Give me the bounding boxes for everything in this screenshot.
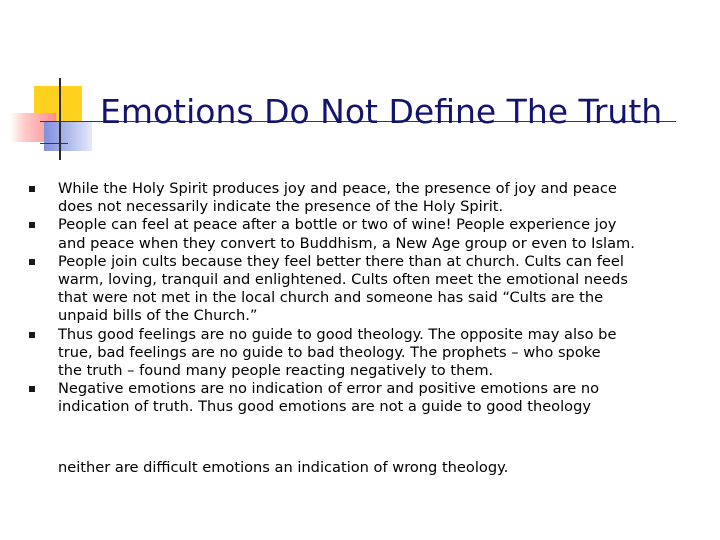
bullet-list xyxy=(58,180,704,417)
bullet-square-icon xyxy=(29,332,35,338)
bullet-line: and peace when they convert to Buddhism, a New Age group or even to Islam. xyxy=(58,234,635,252)
decorative-vertical-line xyxy=(59,78,61,160)
bullet-line: While the Holy Spirit produces joy and peace, the presence of joy and peace xyxy=(58,180,617,197)
bullet-item-3 xyxy=(58,253,704,326)
bullet-square-icon xyxy=(29,186,35,192)
bullet-item-2 xyxy=(58,216,704,252)
bullet-line: indication of truth. Thus good emotions are not a guide to good theology xyxy=(58,398,591,416)
bullet-line: Negative emotions are no indication of error and positive emotions are no xyxy=(58,380,600,398)
bullet-line: People join cults because they feel better there than at church. Cults can feel xyxy=(58,252,624,270)
bullet-line: unpaid bills of the Church.” xyxy=(58,307,258,325)
bullet-square-icon xyxy=(29,222,35,228)
bullet-square-icon xyxy=(29,259,35,265)
bullet-item-4 xyxy=(58,326,704,381)
bullet-line: that were not met in the local church and someone has said “Cults are the xyxy=(58,289,604,307)
bullet-line: Thus good feelings are no guide to good theology. The opposite may also be xyxy=(58,325,617,343)
bullet-line: the truth – found many people reacting negatively to them. xyxy=(58,362,494,380)
bullet-line: true, bad feelings are no guide to bad theology. The prophets – who spoke xyxy=(58,343,601,361)
bullet-line: People can feel at peace after a bottle or two of wine! People experience joy xyxy=(58,216,617,234)
bullet-line: warm, loving, tranquil and enlightened. Cults often meet the emotional needs xyxy=(58,271,628,289)
decorative-short-line xyxy=(40,143,68,144)
bullet-square-icon xyxy=(29,386,35,392)
bullet-line: does not necessarily indicate the presence of the Holy Spirit. xyxy=(58,198,504,216)
bullet-item-5 xyxy=(58,380,704,416)
bullet-item-1 xyxy=(58,180,704,216)
trailing-paragraph: neither are difficult emotions an indication of wrong theology. xyxy=(58,459,509,476)
slide-title: Emotions Do Not Define The Truth xyxy=(100,92,663,131)
decorative-blue-bar xyxy=(44,121,92,151)
